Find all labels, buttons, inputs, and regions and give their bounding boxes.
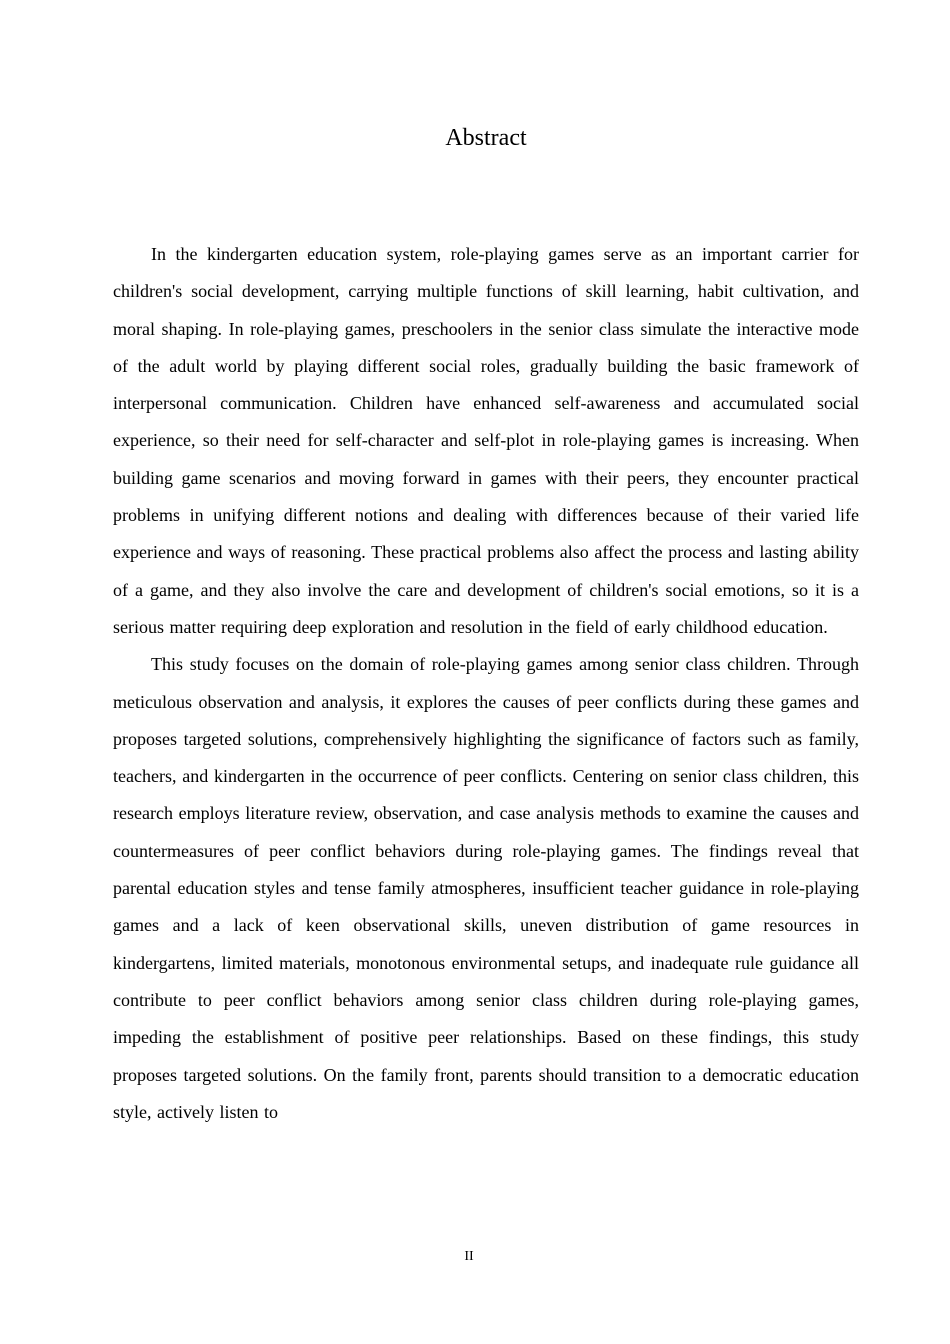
abstract-paragraph-1: In the kindergarten education system, role-playing games serve as an important carrier for children's social development, carrying multiple functions of skill learning, habit cultivation, and moral shaping. In role-playing games, preschoolers in the senior class simulate the interactive mode of the adult world by playing different social roles, gradually building the basic framework of interpersonal communication. Children have enhanced self-awareness and accumulated social experience, so their need for self-character and self-plot in role-playing games is increasing. When building game scenarios and moving forward in games with their peers, they encounter practical problems in unifying different notions and dealing with differences because of their varied life experience and ways of reasoning. These practical problems also affect the process and lasting ability of a game, and they also involve the care and development of children's social emotions, so it is a serious matter requiring deep exploration and resolution in the field of early childhood education. (113, 244, 859, 637)
page-title: Abstract (445, 125, 527, 151)
abstract-body (113, 236, 859, 1131)
page-number: II (464, 1249, 474, 1264)
abstract-paragraph-2: This study focuses on the domain of role-playing games among senior class children. Through meticulous observation and analysis, it explores the causes of peer conflicts during these games and proposes targeted solutions, comprehensively highlighting the significance of factors such as family, teachers, and kindergarten in the occurrence of peer conflicts. Centering on senior class children, this research employs literature review, observation, and case analysis methods to examine the causes and countermeasures of peer conflict behaviors during role-playing games. The findings reveal that parental education styles and tense family atmospheres, insufficient teacher guidance in role-playing games and a lack of keen observational skills, uneven distribution of game resources in kindergartens, limited materials, monotonous environmental setups, and inadequate rule guidance all contribute to peer conflict behaviors among senior class children during role-playing games, impeding the establishment of positive peer relationships. Based on these findings, this study proposes targeted solutions. On the family front, parents should transition to a democratic education style, actively listen to (113, 654, 859, 1122)
